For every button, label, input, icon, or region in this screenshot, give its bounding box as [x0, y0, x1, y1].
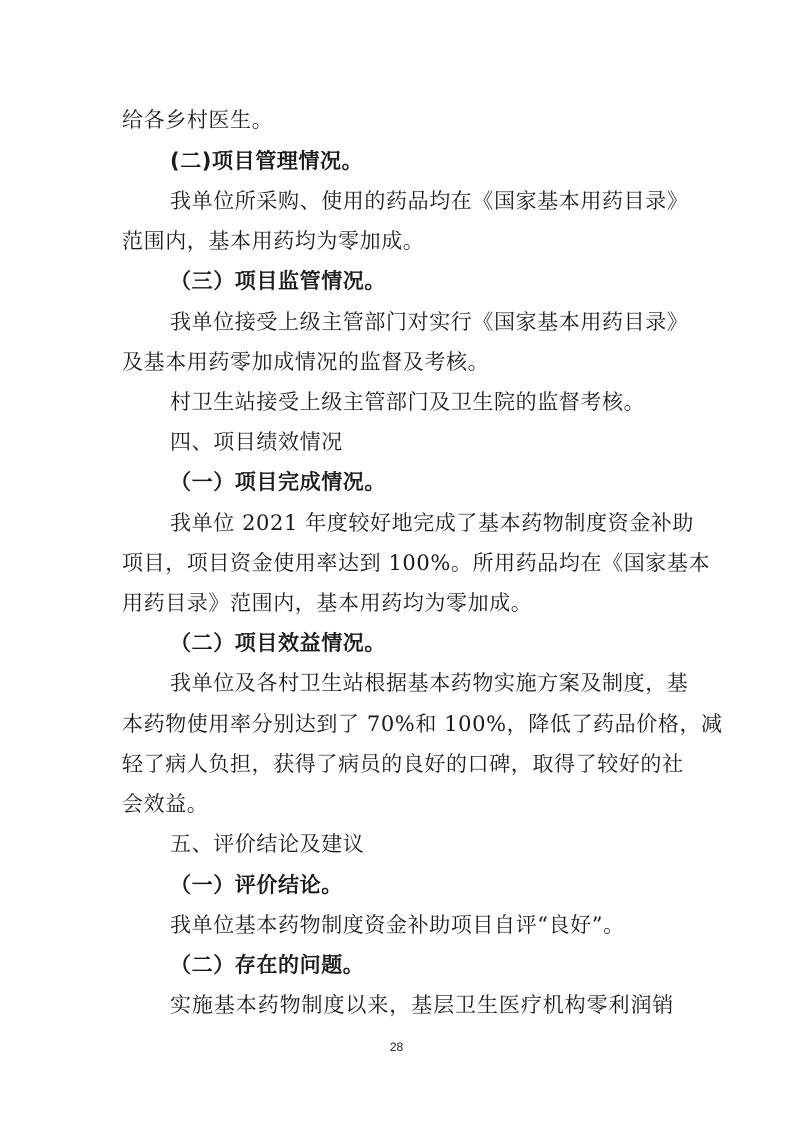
section-heading: （二）项目效益情况。 — [170, 631, 386, 655]
paragraph-line: 用药目录》范围内，基本用药均为零加成。 — [122, 591, 533, 615]
paragraph-line: 我单位基本药物制度资金补助项目自评“良好”。 — [170, 913, 625, 937]
chapter-heading: 四、项目绩效情况 — [170, 430, 343, 454]
paragraph-line: 项目，项目资金使用率达到 100%。所用药品均在《国家基本 — [122, 551, 711, 575]
paragraph-line: 我单位及各村卫生站根据基本药物实施方案及制度，基 — [170, 671, 689, 695]
paragraph-line: 实施基本药物制度以来，基层卫生医疗机构零利润销 — [170, 993, 674, 1017]
paragraph-line: 我单位接受上级主管部门对实行《国家基本用药目录》 — [170, 310, 689, 334]
chapter-heading: 五、评价结论及建议 — [170, 832, 365, 856]
paragraph-line: 给各乡村医生。 — [122, 108, 274, 132]
paragraph-line: 村卫生站接受上级主管部门及卫生院的监督考核。 — [170, 390, 646, 414]
page-number: 28 — [389, 1040, 404, 1054]
paragraph-line: 我单位所采购、使用的药品均在《国家基本用药目录》 — [170, 189, 689, 213]
section-heading: （三）项目监管情况。 — [170, 269, 386, 293]
paragraph-line: 范围内，基本用药均为零加成。 — [122, 229, 425, 253]
section-heading: （一）项目完成情况。 — [170, 470, 386, 494]
section-heading: （一）评价结论。 — [170, 873, 343, 897]
section-heading: （二）存在的问题。 — [170, 953, 365, 977]
paragraph-line: 轻了病人负担，获得了病员的良好的口碑，取得了较好的社 — [122, 752, 684, 776]
paragraph-line: 本药物使用率分别达到了 70%和 100%，降低了药品价格，减 — [122, 712, 723, 736]
paragraph-line: 会效益。 — [122, 792, 209, 816]
paragraph-line: 及基本用药零加成情况的监督及考核。 — [122, 350, 490, 374]
paragraph-line: 我单位 2021 年度较好地完成了基本药物制度资金补助 — [170, 511, 694, 535]
section-heading: (二)项目管理情况。 — [170, 149, 364, 173]
